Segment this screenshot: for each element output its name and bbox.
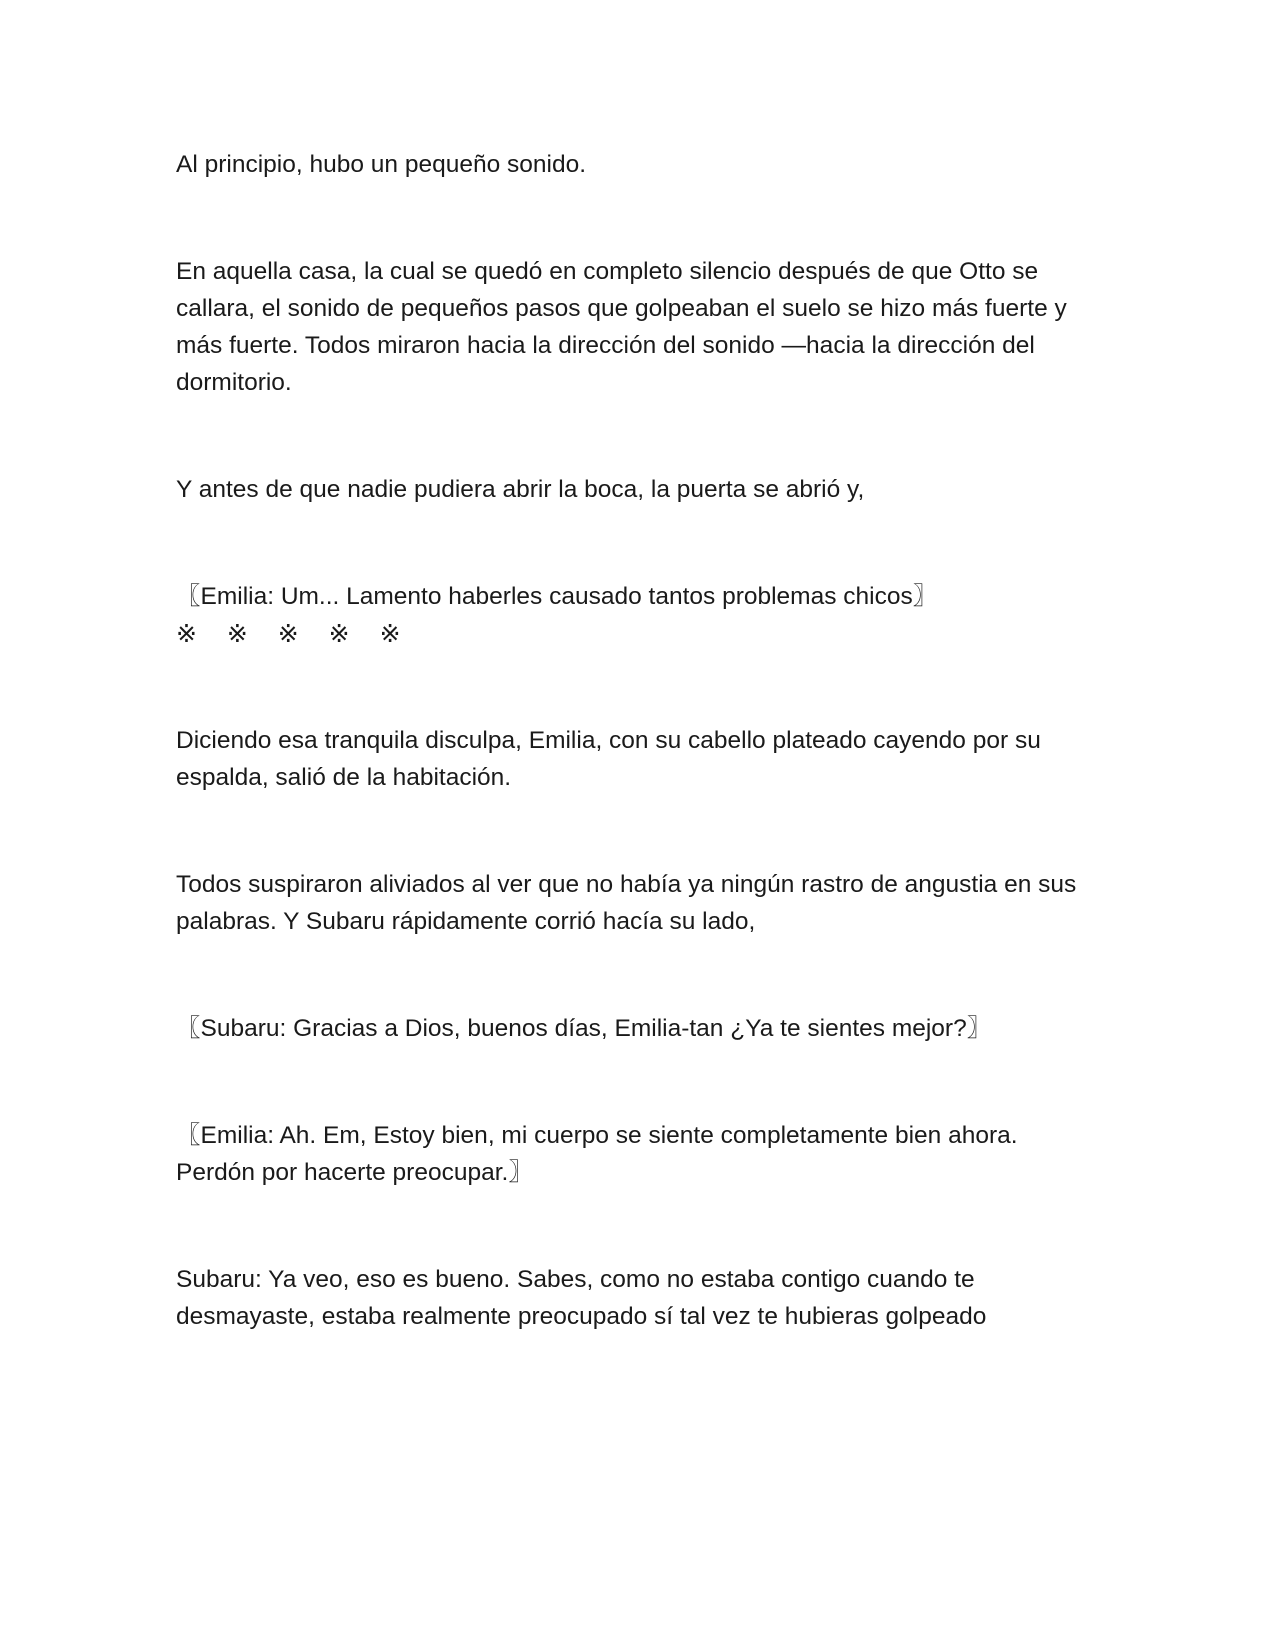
paragraph-4: Diciendo esa tranquila disculpa, Emilia, con su cabello plateado cayendo por su espalda, salió de la habitación. — [176, 727, 1041, 791]
dialog-emilia-1: 〖Emilia: Um... Lamento haberles causado tantos problemas chicos〗 — [176, 583, 938, 610]
dialog-subaru-1: 〖Subaru: Gracias a Dios, buenos días, Emilia-tan ¿Ya te sientes mejor?〗 — [176, 1015, 992, 1042]
scene-separator: ※ ※ ※ ※ ※ — [176, 619, 401, 648]
document-body — [176, 146, 1096, 1335]
paragraph-1: Al principio, hubo un pequeño sonido. — [176, 151, 587, 178]
paragraph-3: Y antes de que nadie pudiera abrir la boca, la puerta se abrió y, — [176, 476, 865, 503]
paragraph-5: Todos suspiraron aliviados al ver que no había ya ningún rastro de angustia en sus palabras. Y Subaru rápidamente corrió hacía su lado, — [176, 871, 1077, 935]
paragraph-6: Subaru: Ya veo, eso es bueno. Sabes, como no estaba contigo cuando te desmayaste, estaba realmente preocupado sí tal vez te hubieras golpeado — [176, 1266, 987, 1330]
paragraph-2: En aquella casa, la cual se quedó en completo silencio después de que Otto se callara, el sonido de pequeños pasos que golpeaban el suelo se hizo más fuerte y más fuerte. Todos miraron hacia la dirección del sonido —hacia la dirección del dormitorio. — [176, 258, 1067, 396]
dialog-emilia-2: 〖Emilia: Ah. Em, Estoy bien, mi cuerpo se siente completamente bien ahora. Perdón por hacerte preocupar.〗 — [176, 1122, 1018, 1186]
